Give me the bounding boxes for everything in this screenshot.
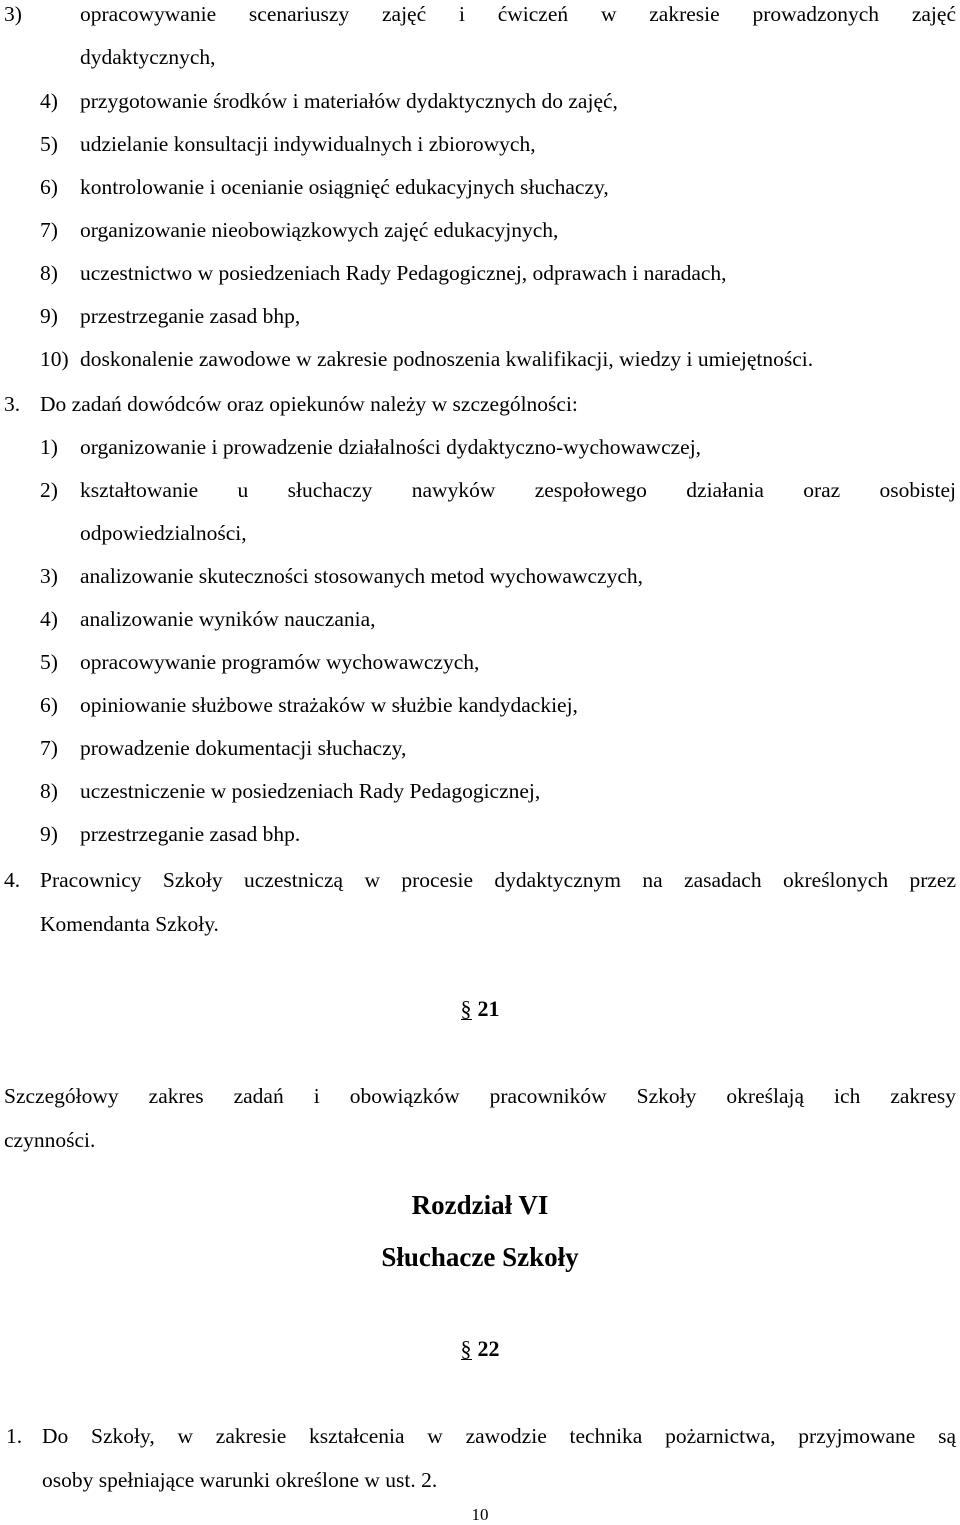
- chapter-subtitle: Słuchacze Szkoły: [381, 1242, 579, 1272]
- item-number: 8): [40, 779, 58, 803]
- point-number: 3.: [4, 392, 21, 416]
- item-text: przestrzeganie zasad bhp,: [80, 304, 301, 328]
- item-number: 7): [40, 218, 58, 242]
- page-number: 10: [471, 1505, 489, 1524]
- item-text-continued: odpowiedzialności,: [80, 521, 247, 545]
- item-text: doskonalenie zawodowe w zakresie podnoszenia kwalifikacji, wiedzy i umiejętności.: [80, 347, 814, 371]
- item-number: 8): [40, 261, 58, 285]
- item-number: 9): [40, 304, 58, 328]
- section-22-heading: [0, 1336, 960, 1362]
- item-number: 5): [40, 132, 58, 156]
- section-number: 22: [477, 1336, 500, 1361]
- item-text: prowadzenie dokumentacji słuchaczy,: [80, 736, 407, 760]
- point-text-continued: osoby spełniające warunki określone w ust. 2.: [42, 1468, 438, 1492]
- item-text: uczestniczenie w posiedzeniach Rady Pedagogicznej,: [80, 779, 541, 803]
- item-text: kształtowanie u słuchaczy nawyków zespołowego działania oraz osobistej: [80, 478, 956, 502]
- point-text: Do zadań dowódców oraz opiekunów należy w szczególności:: [40, 392, 578, 416]
- item-text: analizowanie wyników nauczania,: [80, 607, 376, 631]
- item-number: 4): [40, 607, 58, 631]
- point-text: Pracownicy Szkoły uczestniczą w procesie dydaktycznym na zasadach określonych przez: [40, 868, 956, 892]
- item-text: przestrzeganie zasad bhp.: [80, 822, 301, 846]
- item-text: organizowanie nieobowiązkowych zajęć edukacyjnych,: [80, 218, 559, 242]
- item-number: 1): [40, 435, 58, 459]
- item-text: opiniowanie służbowe strażaków w służbie kandydackiej,: [80, 693, 578, 717]
- section-symbol: §: [460, 1336, 472, 1361]
- item-number: 3): [40, 564, 58, 588]
- item-text-continued: dydaktycznych,: [80, 45, 216, 69]
- item-text: kontrolowanie i ocenianie osiągnięć edukacyjnych słuchaczy,: [80, 175, 609, 199]
- section-21-heading: [0, 996, 960, 1022]
- item-number: 3): [4, 2, 22, 26]
- section-text: Szczegółowy zakres zadań i obowiązków pracowników Szkoły określają ich zakresy: [4, 1084, 956, 1108]
- item-text: uczestnictwo w posiedzeniach Rady Pedagogicznej, odprawach i naradach,: [80, 261, 727, 285]
- item-number: 2): [40, 478, 58, 502]
- item-number: 5): [40, 650, 58, 674]
- point-text-continued: Komendanta Szkoły.: [40, 912, 219, 936]
- section-number: 21: [477, 996, 500, 1021]
- item-text: opracowywanie programów wychowawczych,: [80, 650, 480, 674]
- item-text: organizowanie i prowadzenie działalności dydaktyczno-wychowawczej,: [80, 435, 702, 459]
- item-number: 9): [40, 822, 58, 846]
- point-number: 4.: [4, 868, 21, 892]
- item-text: analizowanie skuteczności stosowanych metod wychowawczych,: [80, 564, 643, 588]
- item-number: 7): [40, 736, 58, 760]
- item-number: 4): [40, 89, 58, 113]
- item-text: udzielanie konsultacji indywidualnych i zbiorowych,: [80, 132, 536, 156]
- item-text: opracowywanie scenariuszy zajęć i ćwiczeń w zakresie prowadzonych zajęć: [80, 2, 956, 26]
- chapter-title: Rozdział VI: [411, 1190, 549, 1220]
- point-text: Do Szkoły, w zakresie kształcenia w zawodzie technika pożarnictwa, przyjmowane są: [42, 1424, 956, 1448]
- item-text: przygotowanie środków i materiałów dydaktycznych do zajęć,: [80, 89, 618, 113]
- section-symbol: §: [460, 996, 472, 1021]
- item-number: 10): [40, 347, 69, 371]
- point-number: 1.: [6, 1424, 23, 1448]
- item-number: 6): [40, 693, 58, 717]
- item-number: 6): [40, 175, 58, 199]
- section-text-continued: czynności.: [4, 1128, 96, 1152]
